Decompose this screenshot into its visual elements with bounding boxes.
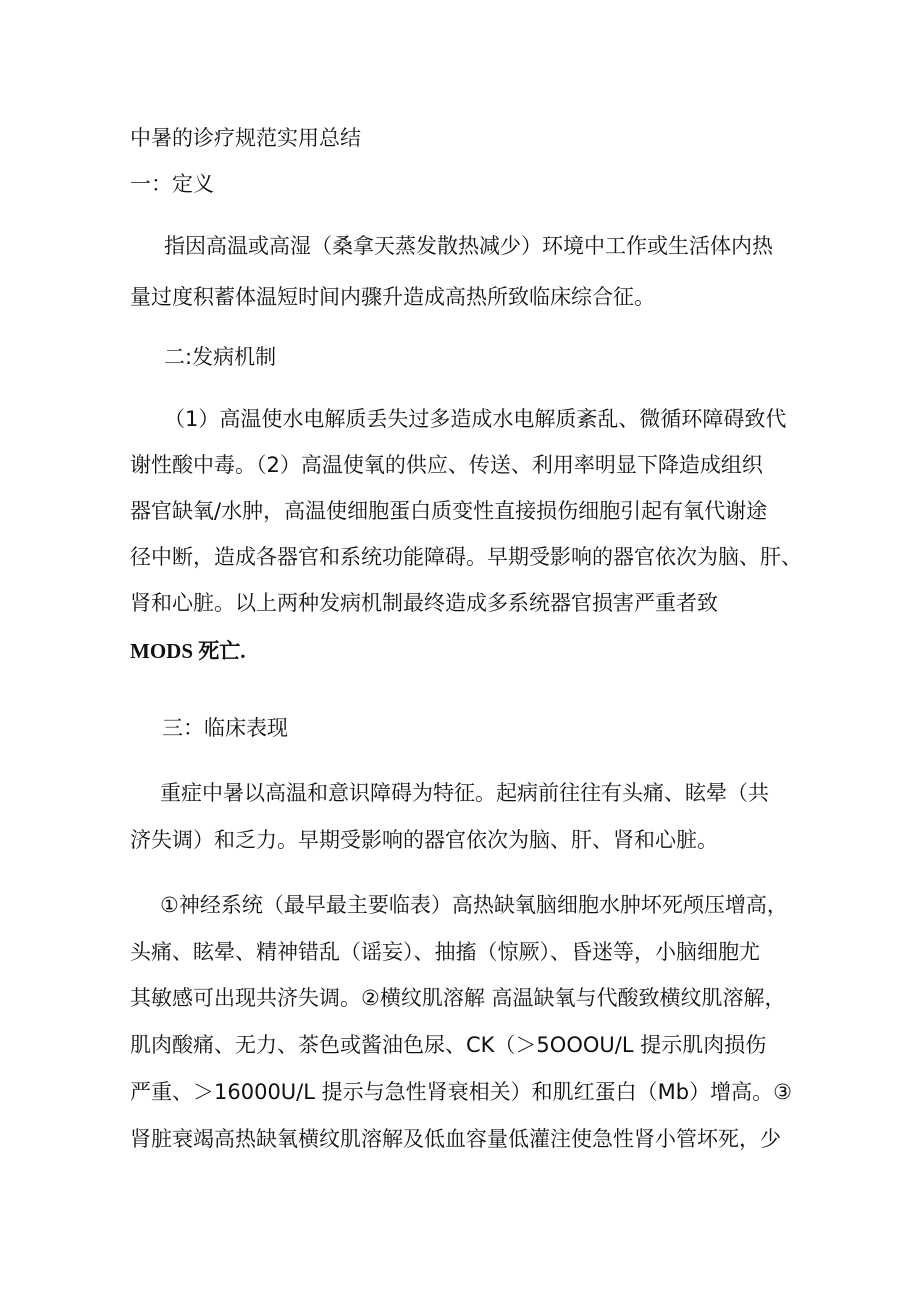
- section-heading-definition: 一：定义: [130, 172, 214, 196]
- text-line: 严重、＞16000U/L 提示与急性肾衰相关）和肌红蛋白（Mb）增高。③: [130, 1080, 792, 1104]
- text-line: ①神经系统（最早最主要临表）高热缺氧脑细胞水肿坏死颅压增高，: [160, 893, 788, 917]
- text-line: （1）高温使水电解质丢失过多造成水电解质紊乱、微循环障碍致代: [164, 407, 787, 431]
- text-line: 重症中暑以高温和意识障碍为特征。起病前往往有头痛、眩晕（共: [160, 781, 769, 805]
- text-line: 济失调）和乏力。早期受影响的器官依次为脑、肝、肾和心脏。: [130, 828, 718, 852]
- text-line: 肌肉酸痛、无力、茶色或酱油色尿、CK（＞5OOOU/L 提示肌肉损伤: [130, 1033, 767, 1057]
- text-line: MODS 死亡.: [130, 639, 246, 663]
- section-heading-clinical: 三：临床表现: [162, 716, 288, 740]
- text-line: 量过度积蓄体温短时间内骤升造成高热所致临床综合征。: [130, 285, 655, 309]
- text-line: 肾和心脏。以上两种发病机制最终造成多系统器官损害严重者致: [130, 591, 718, 615]
- text-line: 指因高温或高湿（桑拿天蒸发散热减少）环境中工作或生活体内热: [164, 234, 773, 258]
- section-heading-pathogenesis: 二:发病机制: [164, 345, 277, 369]
- text-line: 器官缺氧/水肿，高温使细胞蛋白质变性直接损伤细胞引起有氧代谢途: [130, 499, 768, 523]
- document-title: 中暑的诊疗规范实用总结: [130, 126, 361, 150]
- text-line: 肾脏衰竭高热缺氧横纹肌溶解及低血容量低灌注使急性肾小管坏死，少: [130, 1127, 781, 1151]
- text-line: 谢性酸中毒。（2）高温使氧的供应、传送、利用率明显下降造成组织: [130, 453, 763, 477]
- text-line: 其敏感可出现共济失调。②横纹肌溶解 高温缺氧与代酸致横纹肌溶解，: [130, 986, 786, 1010]
- text-line: 径中断，造成各器官和系统功能障碍。早期受影响的器官依次为脑、肝、: [130, 545, 802, 569]
- text-line: 头痛、眩晕、精神错乱（谣妄）、抽搐（惊厥）、昏迷等，小脑细胞尤: [130, 940, 760, 964]
